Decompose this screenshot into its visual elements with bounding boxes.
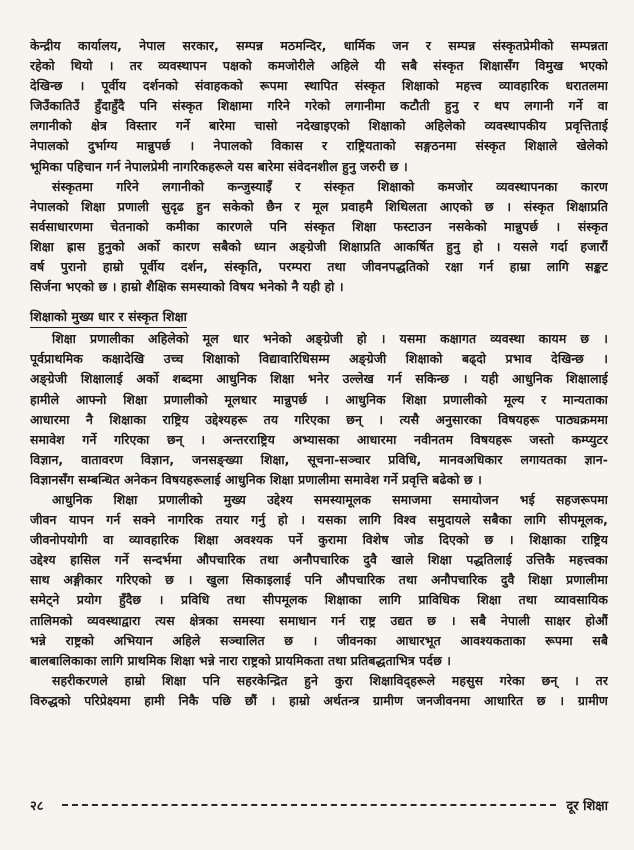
text-line: बालबालिकाका लागि प्राथमिक शिक्षा भन्ने नारा राष्ट्रको प्रायमिकता तथा प्रतिबद्धताभित्र पर्दछ ।	[30, 652, 452, 668]
text-line: सर्वसाधारणमा चेतनाको कमीका कारणले पनि संस्कृत शिक्षा फस्टाउन नसकेको मान्नुपर्छ । संस्कृत	[30, 218, 608, 234]
text-line: आधुनिक शिक्षा प्रणालीको मुख्य उद्देश्य समस्यामूलक समाजमा समायोजन भई सहजरूपमा	[52, 491, 608, 507]
article-body	[30, 36, 608, 711]
text-line: उद्देश्य हासिल गर्ने सन्दर्भमा औपचारिक तथा अनौपचारिक दुवै खाले शिक्षा पद्धतिलाई उत्तिकै महत्त्वका	[30, 552, 608, 568]
page-footer	[30, 794, 608, 816]
text-line: पूर्वप्राथमिक कक्षादेखि उच्च शिक्षाको विद्यावारिधिसम्म अङ्ग्रेजी शिक्षाको बढ्दो प्रभाव देखिन्छ ।	[30, 351, 608, 367]
text-line: सिर्जना भएको छ । हाम्रो शैक्षिक समस्याको विषय भनेको नै यही हो ।	[30, 279, 344, 295]
text-line: आधारमा नै शिक्षाका राष्ट्रिय उद्देश्यहरू तय गरिएका छन् । त्यसै अनुसारका विषयहरू पाठ्यक्रममा	[30, 411, 608, 427]
text-line: भूमिका पहिचान गर्न नेपालप्रेमी नागरिकहरूले यस बारेमा संवेदनशील हुनु जरुरी छ ।	[30, 158, 408, 174]
text-line: शिक्षा प्रणालीका अहिलेको मूल धार भनेको अङ्ग्रेजी हो । यसमा कक्षागत व्यवस्था कायम छ ।	[52, 331, 608, 347]
text-line: समावेश गर्ने गरिएका छन् । अन्तरराष्ट्रिय अभ्यासका आधारमा नवीनतम विषयहरू जस्तो कम्प्युटर	[30, 431, 608, 447]
footer-dashed-rule	[62, 804, 556, 806]
text-line: लगानीको क्षेत्र विस्तार गर्ने बारेमा चासो नदेखाइएको शिक्षाको अहिलेको व्यवस्थापकीय प्रवृत्तिताई	[30, 118, 608, 134]
paragraph	[30, 177, 608, 298]
text-line: जीवन यापन गर्न सक्ने नागरिक तयार गर्नु हो । यसका लागि विश्व समुदायले सबैका लागि सीपमूलक,	[30, 512, 608, 528]
paragraph	[30, 36, 608, 177]
text-line: जीवनोपयोगी वा व्यावहारिक शिक्षा अवश्यक पर्ने कुरामा विशेष जोड दिएको छ । शिक्षाका राष्ट्रिय	[30, 532, 608, 548]
text-line: वर्ष पुरानो हाम्रो पूर्वीय दर्शन, संस्कृति, परम्परा तथा जीवनपद्धतिको रक्षा गर्न हाम्रा लागि सङ्कट	[30, 259, 608, 275]
text-line: देखिन्छ । पूर्वीय दर्शनको संवाहकको रूपमा स्थापित संस्कृत शिक्षाको महत्त्व व्यावहारिक धरातलमा	[30, 78, 608, 94]
text-line: विरुद्धको परिप्रेक्ष्यमा हामी निकै पछि छौं । हाम्रो अर्थतन्त्र ग्रामीण जनजीवनमा आधारित छ । ग्रामीण	[30, 692, 608, 708]
text-line: रहेको थियो । तर व्यवस्थापन पक्षको कमजोरीले अहिले यी सबै संस्कृत शिक्षासँग विमुख भएको	[30, 58, 608, 74]
text-line: साथ अङ्गीकार गरिएको छ । खुला सिकाइलाई पनि औपचारिक तथा अनौपचारिक दुवै शिक्षा प्रणालीमा	[30, 572, 608, 588]
text-line: नेपालको शिक्षा प्रणाली सुदृढ हुन सकेको छैन र मूल प्रवाहमै शिथिलता आएको छ । संस्कृत शिक्षाप्रति	[30, 198, 608, 214]
journal-name: दूर शिक्षा	[566, 799, 608, 814]
text-line: विज्ञान, वातावरण विज्ञान, जनसङ्ख्या शिक्षा, सूचना-सञ्चार प्रविधि, मानवअधिकार लगायतका ज्ञान-	[30, 451, 608, 467]
text-line: अङ्ग्रेजी शिक्षालाई अर्को शब्दमा आधुनिक शिक्षा भनेर उल्लेख गर्न सकिन्छ । यही आधुनिक शिक्षालाई	[30, 371, 608, 387]
text-line: समेट्ने प्रयोग हुँदैछ । प्रविधि तथा सीपमूलक शिक्षाका लागि प्राविधिक शिक्षा तथा व्यावसायिक	[30, 592, 608, 608]
section-heading-wrap	[30, 297, 608, 329]
text-line: तालिमको व्यवस्थाद्वारा त्यस क्षेत्रका समस्या समाधान गर्न राष्ट्र उद्यत छ । सबै नेपाली साक्षर होऔं	[30, 612, 608, 628]
text-line: शिक्षा ह्रास हुनुको अर्को कारण सबैको ध्यान अङ्ग्रेजी शिक्षाप्रति आकर्षित हुनु हो । यसले गर्दा हजारौं	[30, 238, 608, 254]
page-number: २८	[30, 799, 44, 814]
paragraph	[30, 671, 608, 711]
text-line: भन्ने राष्ट्रको अभियान अहिले सञ्चालित छ । जीवनका आधारभूत आवश्यकताका रूपमा सबै	[30, 632, 608, 648]
text-line: जिउँकातिउँ हुँदाहुँदै पनि संस्कृत शिक्षामा गरिने गरेको लगानीमा कटौती हुनु र थप लगानी गर्ने वा	[30, 98, 608, 114]
text-line: विज्ञानसँग सम्बन्धित अनेकन विषयहरूलाई आधुनिक शिक्षा प्रणालीमा समावेश गर्ने प्रवृत्ति बढेको छ ।	[30, 471, 482, 487]
text-line: नेपालको दुर्भाग्य मान्नुपर्छ । नेपालको विकास र राष्ट्रियताको सङ्गठनमा संस्कृत शिक्षाले खेलेको	[30, 138, 608, 154]
text-line: संस्कृतमा गरिने लगानीको कन्जुस्याइँ र संस्कृत शिक्षाको कमजोर व्यवस्थापनका कारण	[52, 178, 608, 194]
text-line: हामीले आफ्नो शिक्षा प्रणालीको मूलधार मान्नुपर्छ । आधुनिक शिक्षा प्रणालीको मूल्य र मान्यताका	[30, 391, 608, 407]
section-heading: शिक्षाको मुख्य धार र संस्कृत शिक्षा	[30, 307, 187, 328]
paragraph	[30, 490, 608, 671]
text-line: सहरीकरणले हाम्रो शिक्षा पनि सहरकेन्द्रित हुने कुरा शिक्षाविद्हरूले महसुस गरेका छन् । तर	[52, 672, 608, 688]
paragraph	[30, 329, 608, 490]
text-line: केन्द्रीय कार्यालय, नेपाल सरकार, सम्पन्न मठमन्दिर, धार्मिक जन र सम्पन्न संस्कृतप्रेमीको सम्पन्नता	[30, 38, 608, 53]
